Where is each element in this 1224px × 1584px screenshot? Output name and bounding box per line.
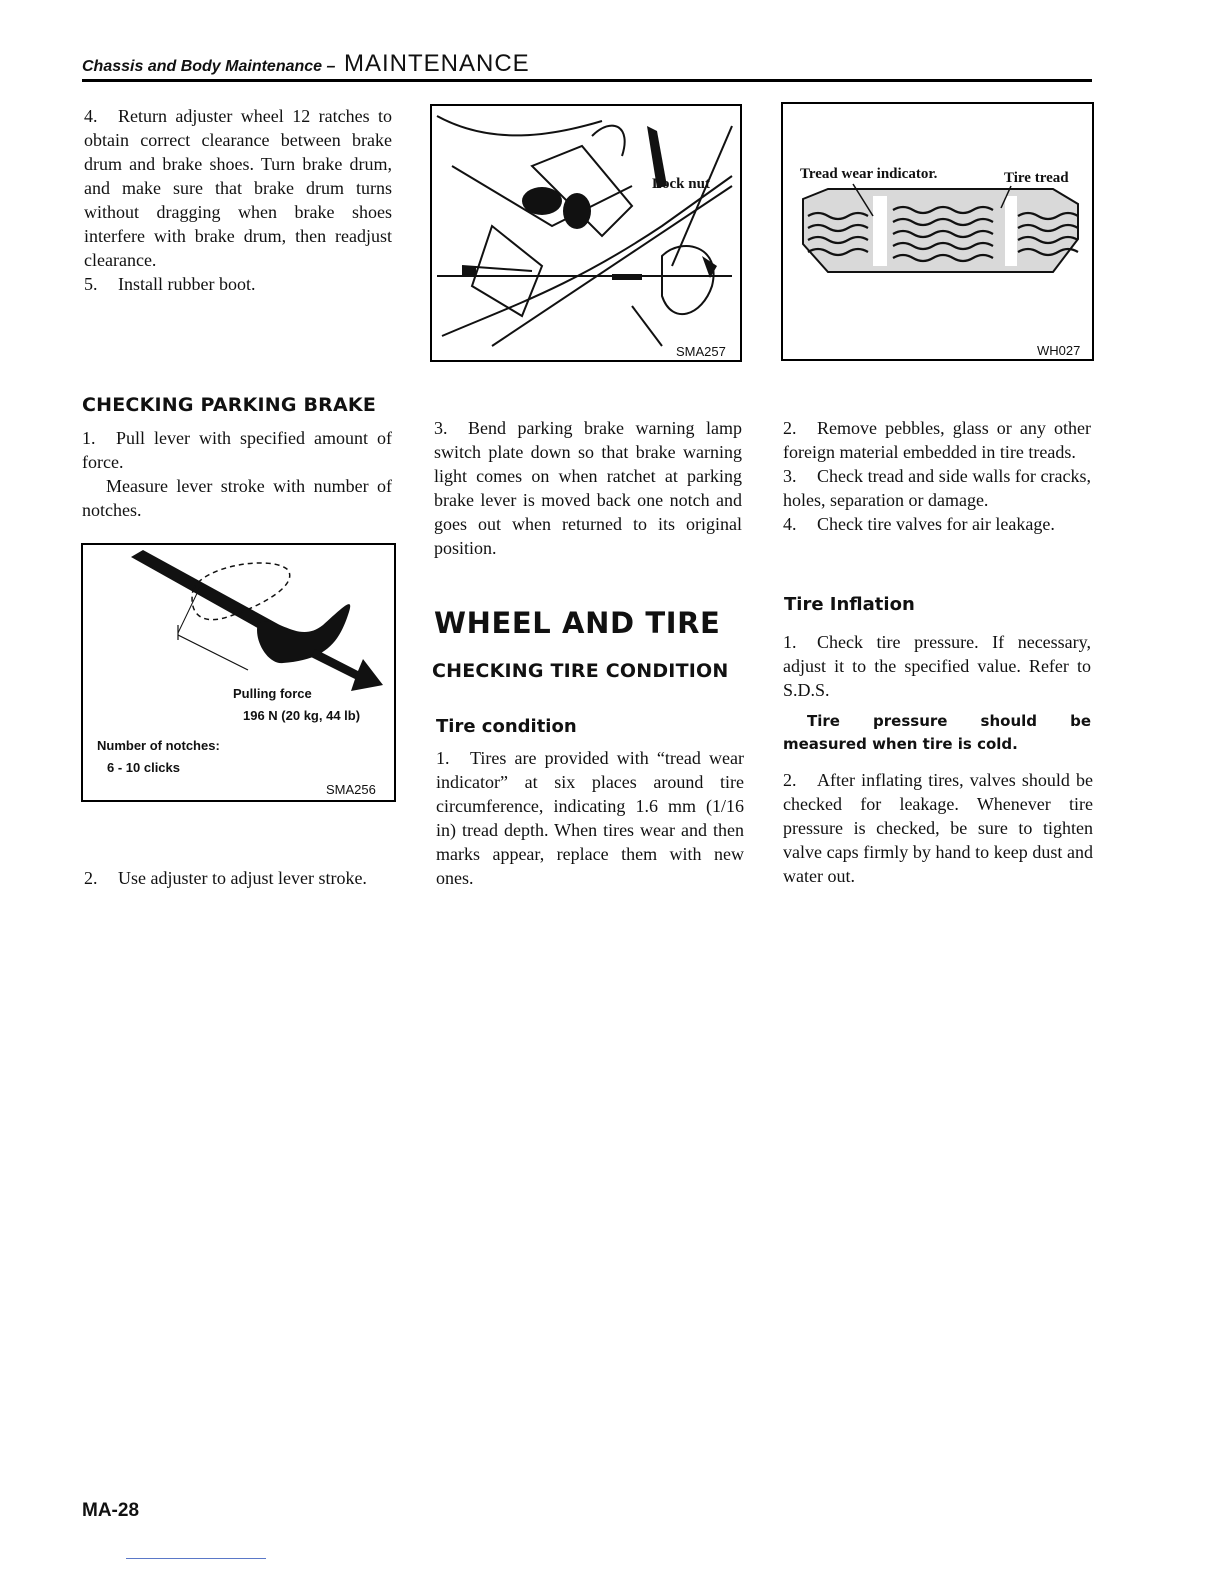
chapter-title: MAINTENANCE xyxy=(344,50,530,77)
footer-line xyxy=(126,1558,266,1559)
page-header xyxy=(82,48,1092,78)
notches-label: Number of notches: xyxy=(97,738,220,753)
col1-bottom-text xyxy=(84,866,394,890)
col3-top-text xyxy=(783,416,1091,536)
col3-inflation-step2 xyxy=(783,768,1093,888)
col2-tire-condition-text xyxy=(436,746,744,890)
step-text: Check tire valves for air leakage. xyxy=(817,514,1055,534)
step-number: 1. xyxy=(436,748,450,768)
step-subtext: Measure lever stroke with number of notches. xyxy=(82,476,392,520)
col3-inflation-text xyxy=(783,630,1091,702)
col2-step3-text xyxy=(434,416,742,560)
step-number: 3. xyxy=(783,466,797,486)
figure-code: WH027 xyxy=(1037,343,1081,358)
header-rule xyxy=(82,79,1092,82)
pulling-force-value: 196 N (20 kg, 44 lb) xyxy=(243,708,361,723)
step-number: 5. xyxy=(84,274,98,294)
step-number: 1. xyxy=(783,632,797,652)
figure-code: SMA256 xyxy=(326,782,376,797)
step-text: Install rubber boot. xyxy=(118,274,256,294)
heading-checking-parking-brake: CHECKING PARKING BRAKE xyxy=(82,394,377,416)
step-text: Check tread and side walls for cracks, holes, separation or damage. xyxy=(783,466,1091,510)
step-number: 1. xyxy=(82,428,96,448)
step-number: 3. xyxy=(434,418,448,438)
heading-checking-tire-condition: CHECKING TIRE CONDITION xyxy=(432,660,729,682)
page-number: MA-28 xyxy=(82,1500,140,1521)
step-text: Pull lever with specified amount of force. xyxy=(82,428,392,472)
notches-value: 6 - 10 clicks xyxy=(107,760,180,775)
lock-nut-label: Lock nut xyxy=(652,176,710,192)
tire-tread-label: Tire tread xyxy=(1004,170,1069,186)
step-text: Tires are provided with “tread wear indicator” at six places around tire circumference, indicating 1.6 mm (1/16 in) tread depth. When tires wear and then marks appear, replace them with new ones. xyxy=(436,748,744,888)
tread-wear-illustration xyxy=(783,104,1094,361)
step-text: Check tire pressure. If necessary, adjust it to the specified value. Refer to S.D.S. xyxy=(783,632,1091,700)
step-text: Bend parking brake warning lamp switch plate down so that brake warning light comes on when ratchet at parking brake lever is moved back one notch and goes out when returned to its original position. xyxy=(434,418,742,558)
step-number: 4. xyxy=(783,514,797,534)
step-number: 2. xyxy=(84,868,98,888)
lock-nut-illustration xyxy=(432,106,742,362)
figure-code: SMA257 xyxy=(676,344,726,359)
step-number: 2. xyxy=(783,418,797,438)
col1-top-text xyxy=(84,104,392,296)
step-number: 4. xyxy=(84,106,98,126)
col1-parking-text xyxy=(82,426,392,522)
section-title: Chassis and Body Maintenance – xyxy=(82,58,336,75)
step-text: Use adjuster to adjust lever stroke. xyxy=(118,868,367,888)
heading-tire-inflation: Tire Inflation xyxy=(784,594,915,615)
pulling-force-label: Pulling force xyxy=(233,686,312,701)
heading-wheel-and-tire: WHEEL AND TIRE xyxy=(434,606,721,640)
tread-wear-indicator-label: Tread wear indicator. xyxy=(800,166,938,182)
step-text: After inflating tires, valves should be checked for leakage. Whenever tire pressure is checked, be sure to tighten valve caps firmly by hand to keep dust and water out. xyxy=(783,770,1093,886)
figure-lock-nut xyxy=(430,104,742,362)
step-text: Remove pebbles, glass or any other foreign material embedded in tire treads. xyxy=(783,418,1091,462)
step-number: 2. xyxy=(783,770,797,790)
figure-tread-wear xyxy=(781,102,1094,361)
step-text: Return adjuster wheel 12 ratches to obtain correct clearance between brake drum and brake shoes. Turn brake drum, and make sure that brake drum turns without dragging when brake shoes interfere with brake drum, then readjust clearance. xyxy=(84,106,392,270)
heading-tire-condition: Tire condition xyxy=(436,716,577,737)
figure-parking-lever xyxy=(81,543,396,802)
note-tire-pressure: Tire pressure should be measured when tire is cold. xyxy=(783,712,1091,753)
